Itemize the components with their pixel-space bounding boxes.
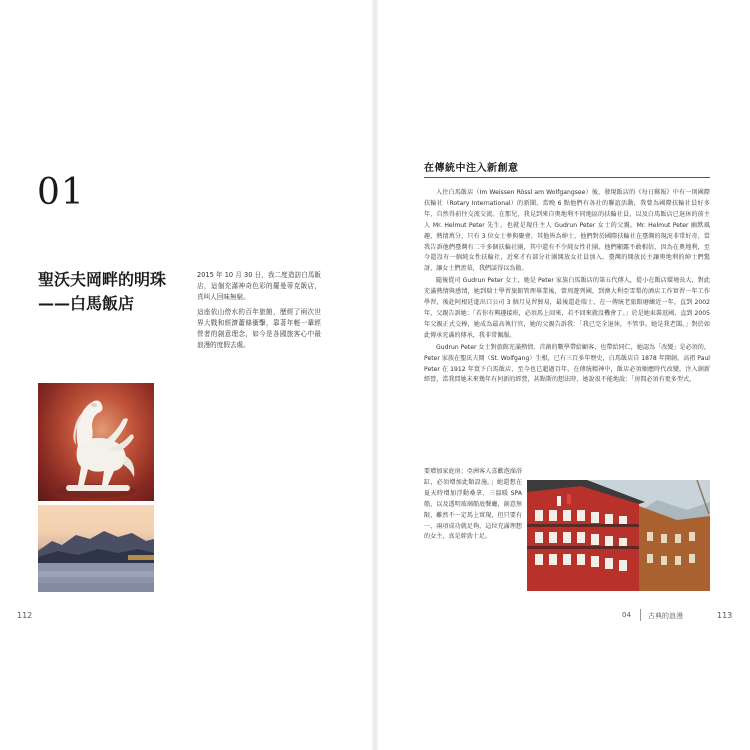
intro-text [197, 270, 321, 355]
body-narrow-column [424, 467, 522, 543]
page-number-right: 113 [717, 611, 733, 620]
intro-paragraph-2: 這座依山傍水的百年旅館，歷經了兩次世界大戰和經濟蕭條衝擊，靠著年輕一輩經營者的創意理念，如今是各國旅客心中最浪漫的度假去處。 [197, 308, 321, 349]
body-paragraph-1: 入住白馬飯店（Im Weissen Rössl am Wolfgangsee）後，發現飯店的《每日郵報》中有一則國際扶輪社（Rotary International）的新聞，當晚 6 點他們有各社的聯誼活動，我曾為國際扶輪社員好多年，自然得前往交流交流。在那兒，我見到來自奧地利不同地區的扶輪社員，以及白馬飯店已退休的前主人 Mr. Helmut Peter 先生，也就是現任主人 Gudrun Peter 女士的父親。Mr. Helmut Peter 幽默風趣、熱情萬分，只有 3 位女士參與聚會，其他皆為紳士，他們對於國際扶輪社在臺灣的現況非常好奇，當我告訴他們臺灣有二千多個扶輪社團，其中還有不少純女性社團，他們顯露不敢相信，因為在奧地利，至今還沒有一個純女性扶輪社，近來才有部分社團開放女社員加入。臺灣的開放民主讓奧地利的紳士們驚訝，讓女士們羨慕，我們談得以為傲。 [424, 189, 710, 273]
article-headline [38, 268, 188, 316]
book-gutter [372, 0, 378, 750]
body-paragraph-2: 隨後從司 Gudrun Peter 女士，她是 Peter 家族白馬飯店的第五代傳人，從小在飯店環境長大，對此充滿熱情與感情，她到瑞士學習旅館管理畢業後，曾周遊列國，到澳大利亞雪梨的酒店工作實習一年工作學習，後赴阿根廷進出口公司 3 個月見習貿易，最後還赴瑞士，在一傳統老旅館磨練近一年，直到 2002 年，父親告訴她：「若你有興趣接班，必須馬上回來，若不回來就沒機會了。」於是她束裝返國，直到 2005 年父親正式交棒，她成為最高執行官，她的父親告訴我：「我已完全退休，不管事。她是我老闆。」對於如此傳承充滿的傳承，我非常佩服。 [424, 277, 710, 339]
footer-chapter-number: 04 [622, 611, 631, 619]
body-text [424, 188, 710, 387]
headline-line-2: ——白馬飯店 [38, 294, 135, 313]
section-divider [424, 177, 710, 178]
white-horse-sculpture-photo [38, 383, 154, 501]
lake-sunset-photo [38, 505, 154, 592]
body-paragraph-3: Gudrun Peter 女士對旅館充滿熱情，首創的數學帶給顧客，也帶給同仁，她認為「改變」是必須的，Peter 家族在聖沃夫岡（St. Wolfgang）生根，已有三百多年歷史，白馬飯店自 1878 年開創，高祖 Paul Peter 在 1912 年買下白馬飯店，至今也已超過百年，在傳統精神中，飯店必須順應時代改變，注入創新經營，當我問她未來幾年有何新的經營，甚點斯的想法時，她說很不能地說：「房間必須有更多型式， [424, 343, 710, 384]
chapter-number: 01 [37, 172, 85, 213]
red-hotel-building-photo [527, 480, 710, 591]
footer-chapter-title: 古典的浪漫 [648, 612, 683, 620]
body-paragraph-4: 要增加家庭房；亞洲客人喜歡泡澡浴缸，必須增加此類設施。」她還想在夏天時增加浮動桑拿、三溫暖 SPA 船，以及透明玻璃船底餐廳，創意無限，雖然不一定馬上實現，但只要有一、兩項成功就足夠，這位充滿理想的女主，真是幹勁十足。 [424, 468, 522, 541]
section-title: 在傳統中注入新創意 [424, 163, 519, 174]
intro-paragraph-1: 2015 年 10 月 30 日，我二度造訪白馬飯店，這個充滿神奇色彩的羅曼蒂克飯店，真叫人回味無窮。 [197, 271, 321, 301]
page-number-left: 112 [17, 611, 33, 620]
footer-divider [640, 609, 641, 621]
headline-line-1: 聖沃夫岡畔的明珠 [38, 270, 167, 289]
